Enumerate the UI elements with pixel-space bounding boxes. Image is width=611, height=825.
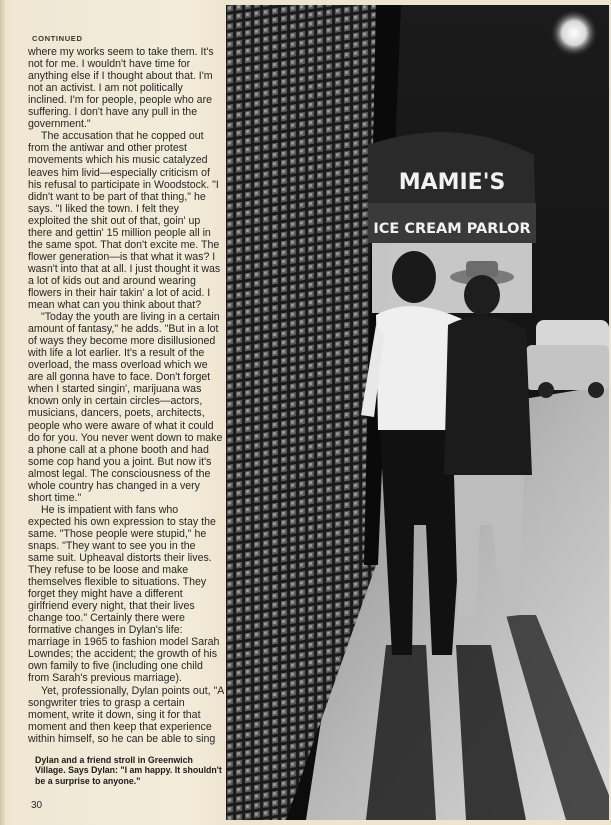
street-photo bbox=[226, 5, 609, 820]
sign-ice-cream-parlor: ICE CREAM PARLOR bbox=[373, 221, 531, 237]
street-lamp-glow bbox=[550, 9, 598, 57]
page-edge bbox=[0, 0, 6, 825]
paragraph-4: He is impatient with fans who expected his own expression to stay the same. "Those people were stupid," he snaps. "They want to see you in the same suit. Upheaval distorts their lives. They refuse to be loose and make themselves flexible to situations. They forget they might have a different girlfriend every night, that their lives change too." Certainly there were formative changes in Dylan's life: marriage in 1965 to fashion model Sarah Lowndes; the accident; the growth of his own family to five (including one child from Sarah's previous marriage). bbox=[28, 503, 220, 685]
paragraph-2: The accusation that he copped out from the antiwar and other protest movements which his music catalyzed leaves him livid—especially criticism of his refusal to participate in Woodstock. "I didn't want to be part of that thing," he says. "I liked the town. I felt they exploited the shit out of that, goin' up there and gettin' 15 million people all in the same spot. That don't excite me. The flower generation—is that what it was? I wasn't into that at all. I just thought it was a lot of kids out and around wearing flowers in their hair takin' a lot of acid. I mean what can you think about that? bbox=[28, 130, 221, 312]
photo-caption: Dylan and a friend stroll in Greenwich Village. Says Dylan: "I am happy. It shouldn't be a surprise to anyone." bbox=[35, 755, 222, 786]
paragraph-1: where my works seem to take them. It's not for me. I wouldn't have time for anything else if I thought about that. I'm not an activist. I am not politically inclined. I'm for people, people who are suffering. I don't have any pull in the government." bbox=[28, 46, 214, 131]
paragraph-3: "Today the youth are living in a certain amount of fantasy," he adds. "But in a lot of ways they become more disillusioned with life a lot earlier. It's a result of the overload, the mass overload which we are all gonna have to face. Don't forget when I started singin', marijuana was known only in certain circles—actors, musicians, dancers, poets, architects, people who were aware of what it could do for you. You never went down to make a phone call at a phone booth and had some cop hand you a joint. But now it's almost legal. The consciousness of the whole country has changed in a very short time." bbox=[28, 311, 223, 504]
car-wheel-2 bbox=[588, 382, 604, 398]
car-wheel bbox=[538, 382, 554, 398]
page-number: 30 bbox=[31, 800, 43, 811]
street-photo-graphic bbox=[226, 5, 609, 820]
sign-mamies: MAMIE'S bbox=[398, 170, 506, 195]
continued-label: CONTINUED bbox=[32, 34, 83, 43]
article-column bbox=[28, 33, 224, 781]
paragraph-5: Yet, professionally, Dylan points out, "A songwriter tries to grasp a certain moment, write it down, sing it for that moment and then keep that experience within himself, so he can be able to sing bbox=[28, 684, 224, 745]
